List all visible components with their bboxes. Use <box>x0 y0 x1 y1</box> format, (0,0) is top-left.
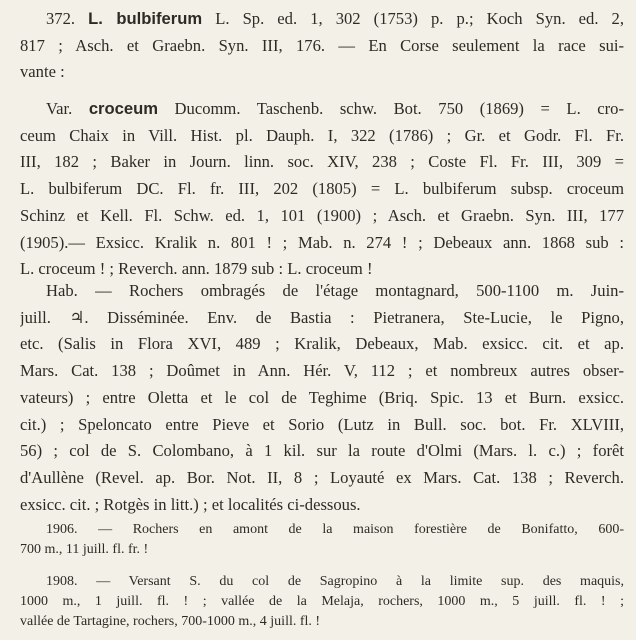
species-entry <box>20 6 624 86</box>
variety-line-3: III, 182 ; Baker in Journ. linn. soc. XIV, 238 ; Coste Fl. Fr. III, 309 = <box>20 152 624 172</box>
obs1908-line-1: 1908. — Versant S. du col de Sagropino à la limite sup. des maquis, <box>46 574 624 589</box>
habitat-line-3: etc. (Salis in Flora XVI, 489 ; Kralik, Debeaux, Mab. exsicc. cit. et ap. <box>20 334 624 354</box>
obs1908-line-3: vallée de Tartagine, rochers, 700-1000 m., 4 juill. fl. ! <box>20 614 321 629</box>
variety-citation: Ducomm. Taschenb. schw. Bot. 750 (1869) = L. cro- <box>158 99 624 118</box>
habitat-line-6: cit.) ; Speloncato entre Pieve et Sorio (Lutz in Bull. soc. bot. Fr. XLVIII, <box>20 414 624 434</box>
variety-line-2: ceum Chaix in Vill. Hist. pl. Dauph. I, 322 (1786) ; Gr. et Godr. Fl. Fr. <box>20 125 624 145</box>
variety-prefix: Var. <box>46 99 89 118</box>
entry-citation: L. Sp. ed. 1, 302 (1753) p. p.; Koch Syn. ed. 2, <box>202 9 624 28</box>
habitat-line-4: Mars. Cat. 138 ; Doûmet in Ann. Hér. V, 112 ; et nombreux autres obser- <box>20 361 624 381</box>
habitat-paragraph <box>20 278 624 518</box>
variety-line-4: L. bulbiferum DC. Fl. fr. III, 202 (1805) = L. bulbiferum subsp. croceum <box>20 179 624 199</box>
habitat-line-2: juill. ♃. Disséminée. Env. de Bastia : Pietranera, Ste-Lucie, le Pigno, <box>20 307 624 327</box>
variety-line-7: L. croceum ! ; Reverch. ann. 1879 sub : L. croceum ! <box>20 259 373 279</box>
habitat-line-1: Hab. — Rochers ombragés de l'étage montagnard, 500-1100 m. Juin- <box>46 281 624 300</box>
habitat-line-9: exsicc. cit. ; Rotgès in litt.) ; et localités ci-dessous. <box>20 494 361 514</box>
entry-number: 372. <box>46 9 76 28</box>
observation-1908 <box>20 572 624 632</box>
entry-line-2: 817 ; Asch. et Graebn. Syn. III, 176. — En Corse seulement la race sui- <box>20 35 624 55</box>
variety-name: croceum <box>88 99 158 118</box>
species-name: L. bulbiferum <box>88 9 203 28</box>
variety-line-1 <box>20 96 624 123</box>
entry-line-1 <box>20 6 624 33</box>
habitat-line-5: vateurs) ; entre Oletta et le col de Teghime (Briq. Spic. 13 et Burn. exsicc. <box>20 387 624 407</box>
observation-1906 <box>20 520 624 560</box>
variety-line-6: (1905).— Exsicc. Kralik n. 801 ! ; Mab. n. 274 ! ; Debeaux ann. 1868 sub : <box>20 232 624 252</box>
variety-line-5: Schinz et Kell. Fl. Schw. ed. 1, 101 (1900) ; Asch. et Graebn. Syn. III, 177 <box>20 205 624 225</box>
obs1906-line-1: 1906. — Rochers en amont de la maison forestière de Bonifatto, 600- <box>46 522 624 537</box>
entry-line-3: vante : <box>20 62 65 82</box>
habitat-line-8: d'Aullène (Revel. ap. Bor. Not. II, 8 ; Loyauté ex Mars. Cat. 138 ; Reverch. <box>20 467 624 487</box>
variety-entry <box>20 96 624 283</box>
obs1908-line-2: 1000 m., 1 juill. fl. ! ; vallée de la Melaja, rochers, 1000 m., 5 juill. fl. ! ; <box>20 594 624 609</box>
habitat-line-7: 56) ; col de S. Colombano, à 1 kil. sur la route d'Olmi (Mars. l. c.) ; forêt <box>20 441 624 461</box>
obs1906-line-2: 700 m., 11 juill. fl. fr. ! <box>20 542 149 557</box>
